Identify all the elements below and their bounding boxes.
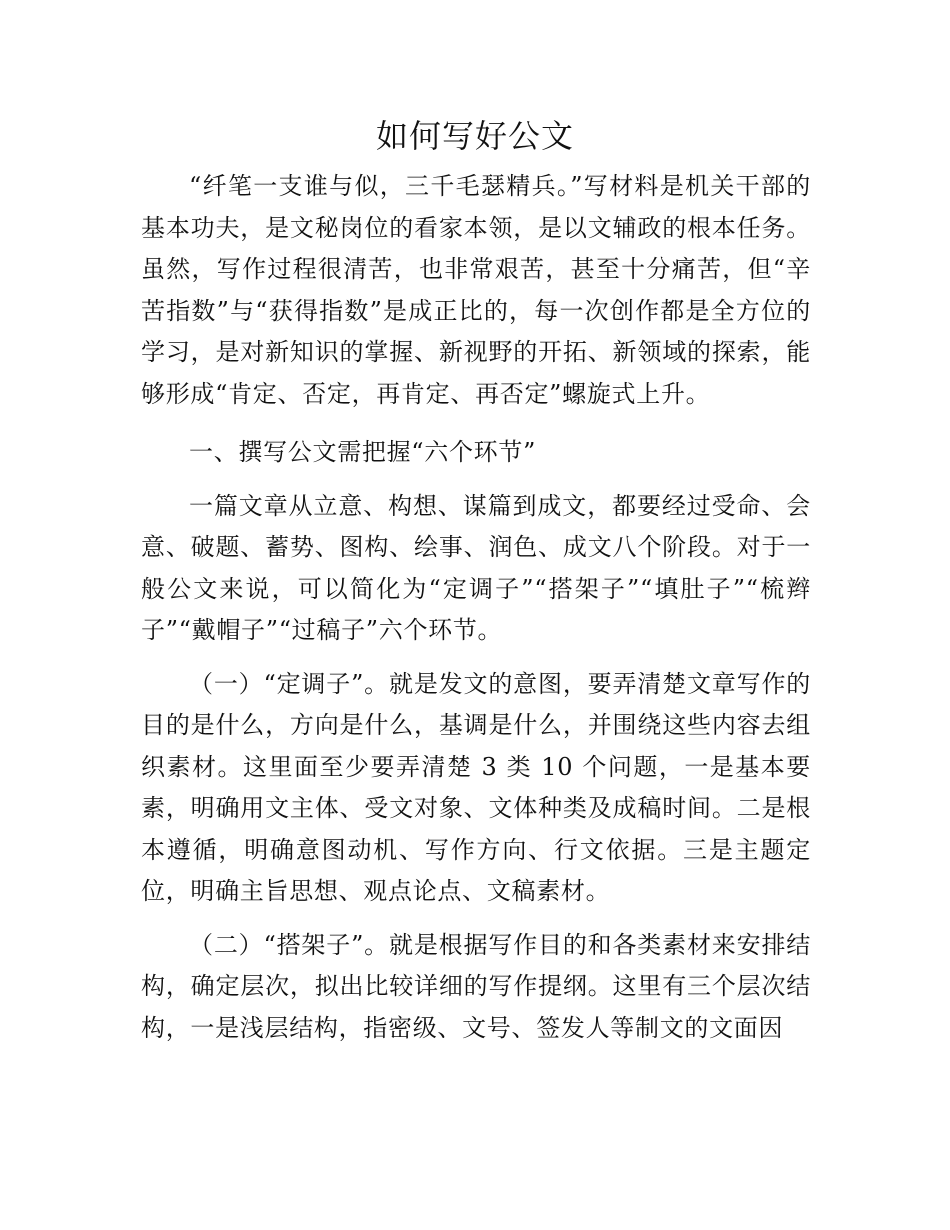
subsection-2-paragraph: （二）“搭架子”。就是根据写作目的和各类素材来安排结构，确定层次，拟出比较详细的写作提纲。这里有三个层次结构，一是浅层结构，指密级、文号、签发人等制文的文面因 <box>141 930 811 1042</box>
document-body <box>141 166 811 1049</box>
document-title: 如何写好公文 <box>375 117 574 155</box>
section-heading: 一、撰写公文需把握“六个环节” <box>189 438 537 466</box>
subsection-1-paragraph: （一）“定调子”。就是发文的意图，要弄清楚文章写作的目的是什么，方向是什么，基调是什么，并围绕这些内容去组织素材。这里面至少要弄清楚 3 类 10 个问题，一是基本要素，明确用文主体、受文对象、文体种类及成稿时间。二是根本遵循，明确意图动机、写作方向、行文依据。三是主题定位，明确主旨思想、观点论点、文稿素材。 <box>141 669 811 905</box>
intro-paragraph: “纤笔一支谁与似，三千毛瑟精兵。”写材料是机关干部的基本功夫，是文秘岗位的看家本领，是以文辅政的根本任务。虽然，写作过程很清苦，也非常艰苦，甚至十分痛苦，但“辛苦指数”与“获得指数”是成正比的，每一次创作都是全方位的学习，是对新知识的掌握、新视野的开拓、新领域的探索，能够形成“肯定、否定，再肯定、再否定”螺旋式上升。 <box>141 172 811 408</box>
section-paragraph: 一篇文章从立意、构想、谋篇到成文，都要经过受命、会意、破题、蓄势、图构、绘事、润色、成文八个阶段。对于一般公文来说，可以简化为“定调子”“搭架子”“填肚子”“梳辫子”“戴帽子”“过稿子”六个环节。 <box>141 491 811 644</box>
